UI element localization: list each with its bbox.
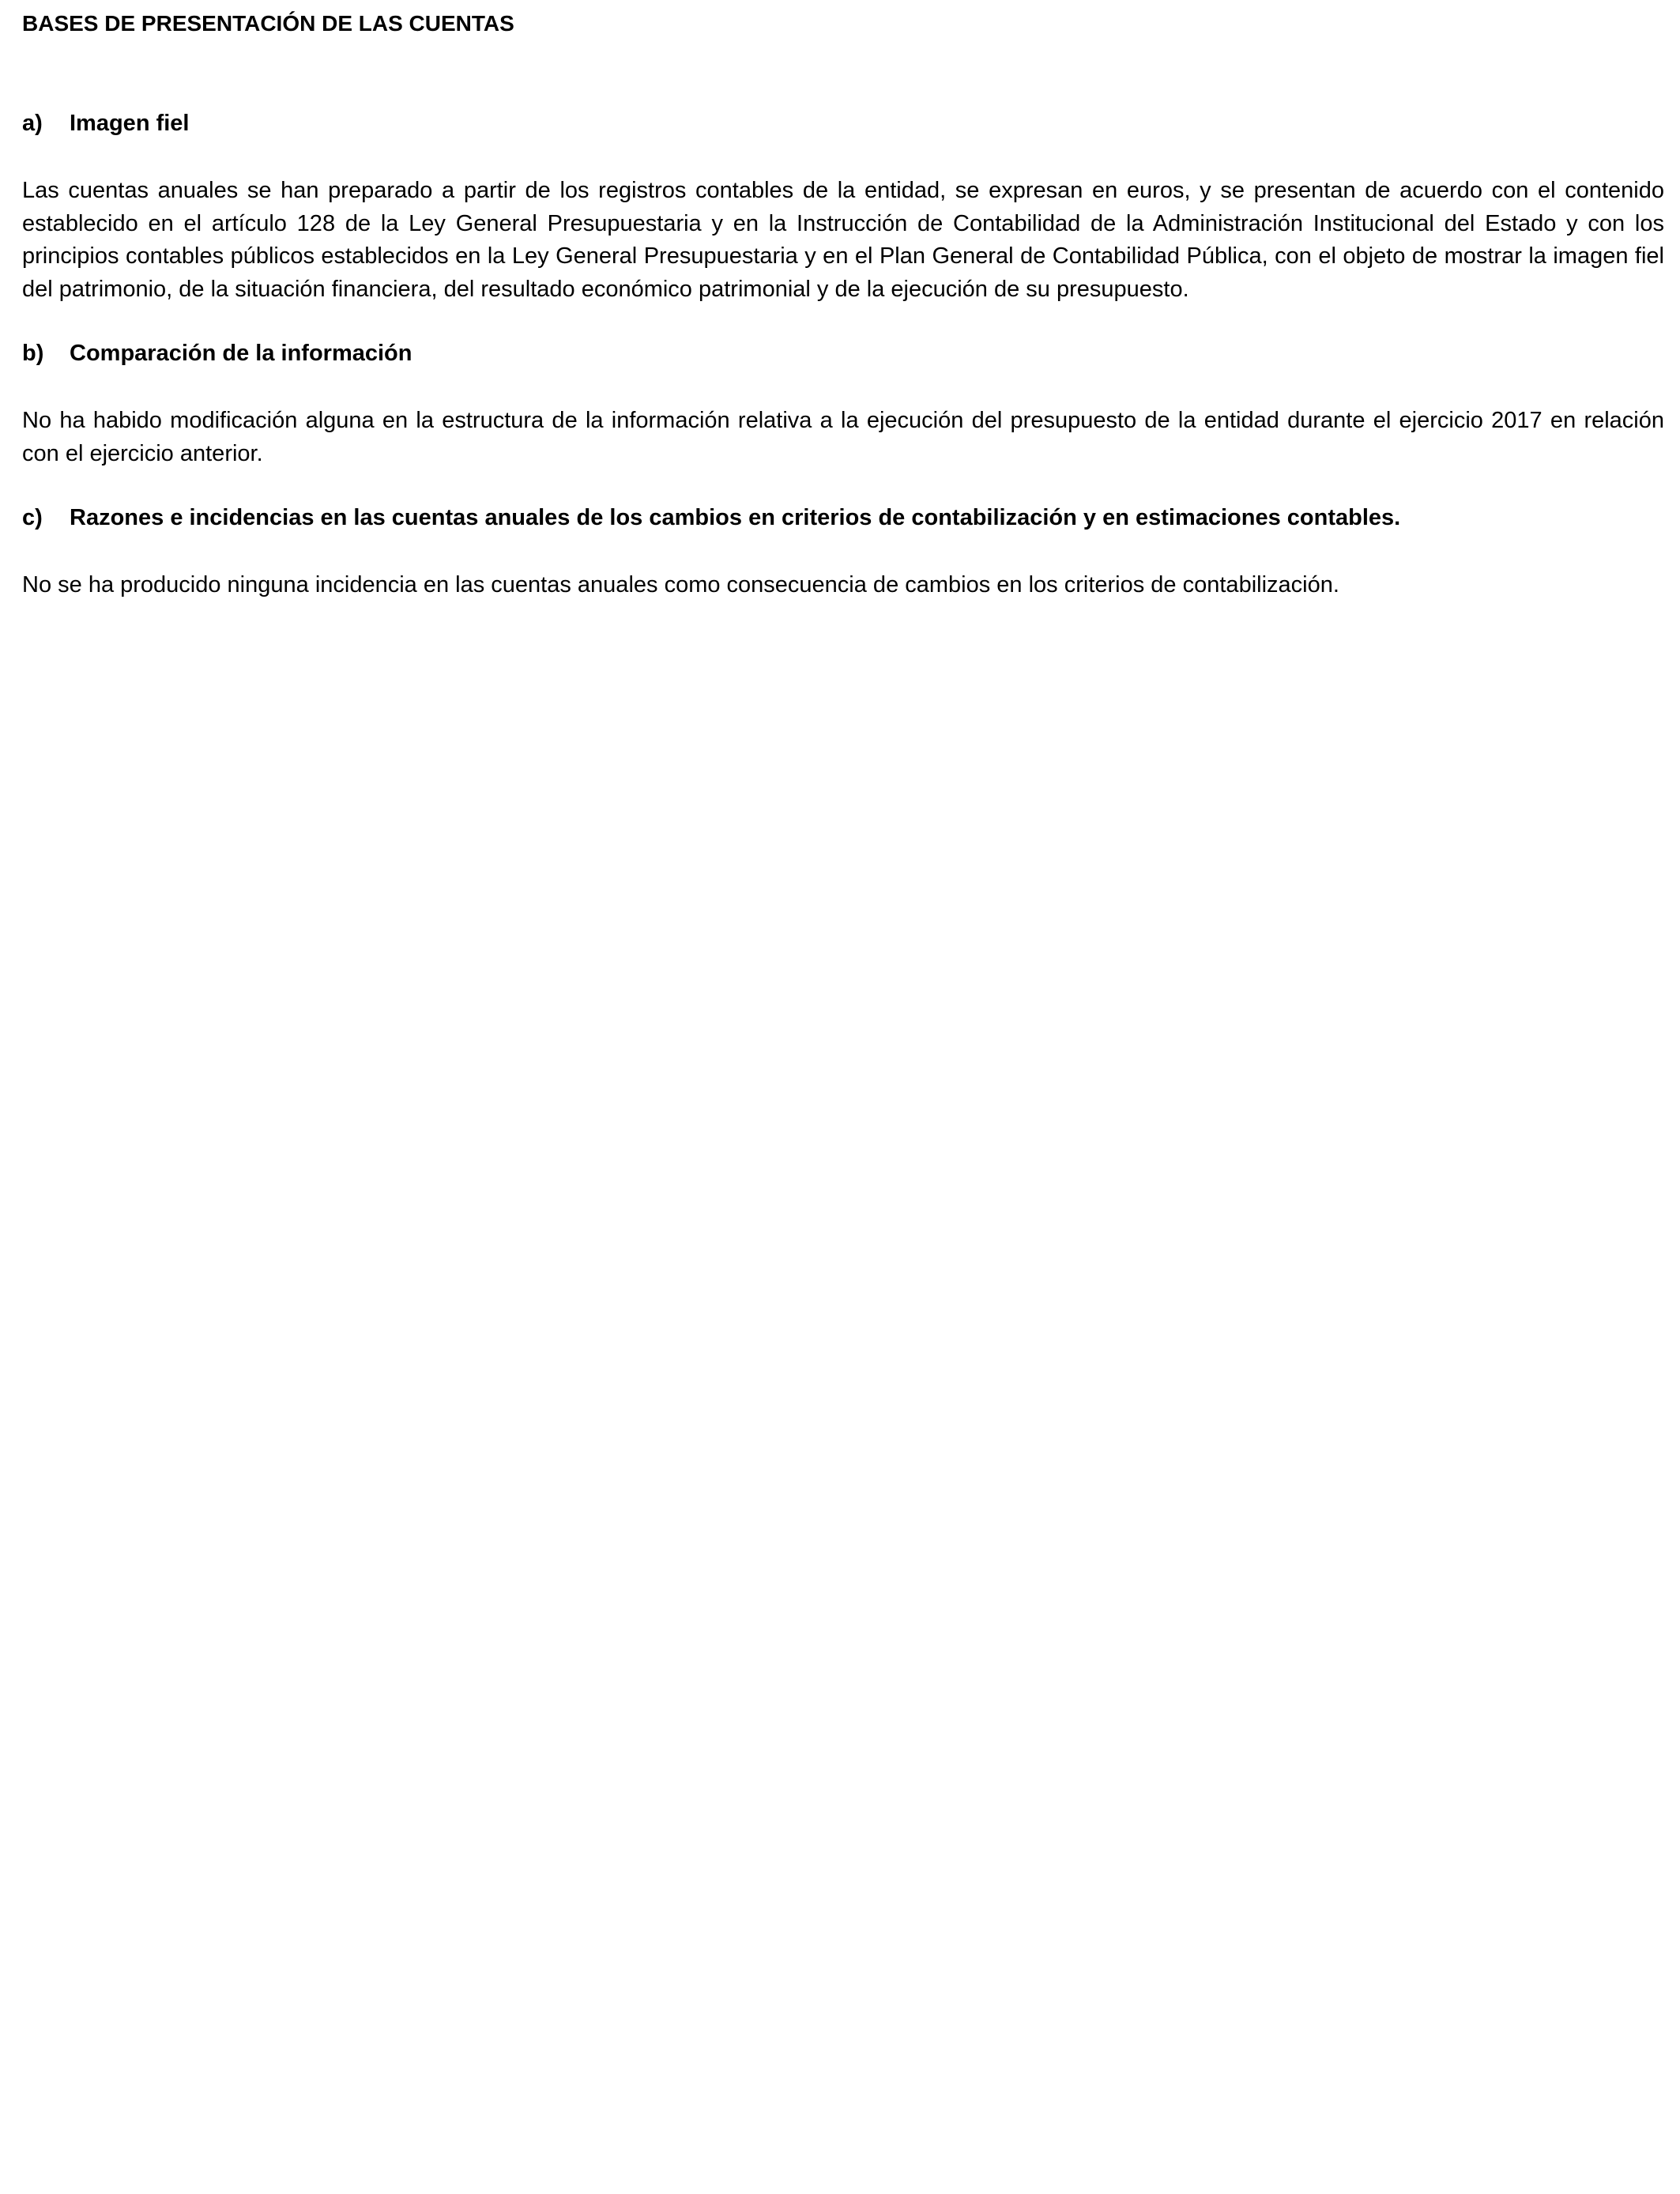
section-body-b: No ha habido modificación alguna en la estructura de la información relativa a la ejecución del presupuesto de la entidad durante el ejercicio 2017 en relación con el ejercicio anterior. — [22, 408, 1664, 466]
document-title: BASES DE PRESENTACIÓN DE LAS CUENTAS — [22, 11, 514, 36]
section-heading-b — [22, 341, 412, 367]
section-heading-c — [22, 505, 1400, 531]
section-heading-a — [22, 111, 190, 137]
section-title-b: Comparación de la información — [70, 341, 412, 366]
section-title-a: Imagen fiel — [70, 111, 190, 136]
section-title-c: Razones e incidencias en las cuentas anuales de los cambios en criterios de contabilización y en estimaciones contables. — [70, 505, 1401, 530]
section-marker-a: a) — [22, 111, 43, 136]
section-marker-b: b) — [22, 341, 44, 366]
section-marker-c: c) — [22, 505, 43, 530]
section-body-a: Las cuentas anuales se han preparado a partir de los registros contables de la entidad, se expresan en euros, y se presentan de acuerdo con el contenido establecido en el artículo 128 de la Ley General Presupuestaria y en la Instrucción de Contabilidad de la Administración Institucional del Estado y con los principios contables públicos establecidos en la Ley General Presupuestaria y en el Plan General de Contabilidad Pública, con el objeto de mostrar la imagen fiel del patrimonio, de la situación financiera, del resultado económico patrimonial y de la ejecución de su presupuesto. — [22, 178, 1664, 302]
section-body-c: No se ha producido ninguna incidencia en las cuentas anuales como consecuencia de cambios en los criterios de contabilización. — [22, 572, 1339, 598]
